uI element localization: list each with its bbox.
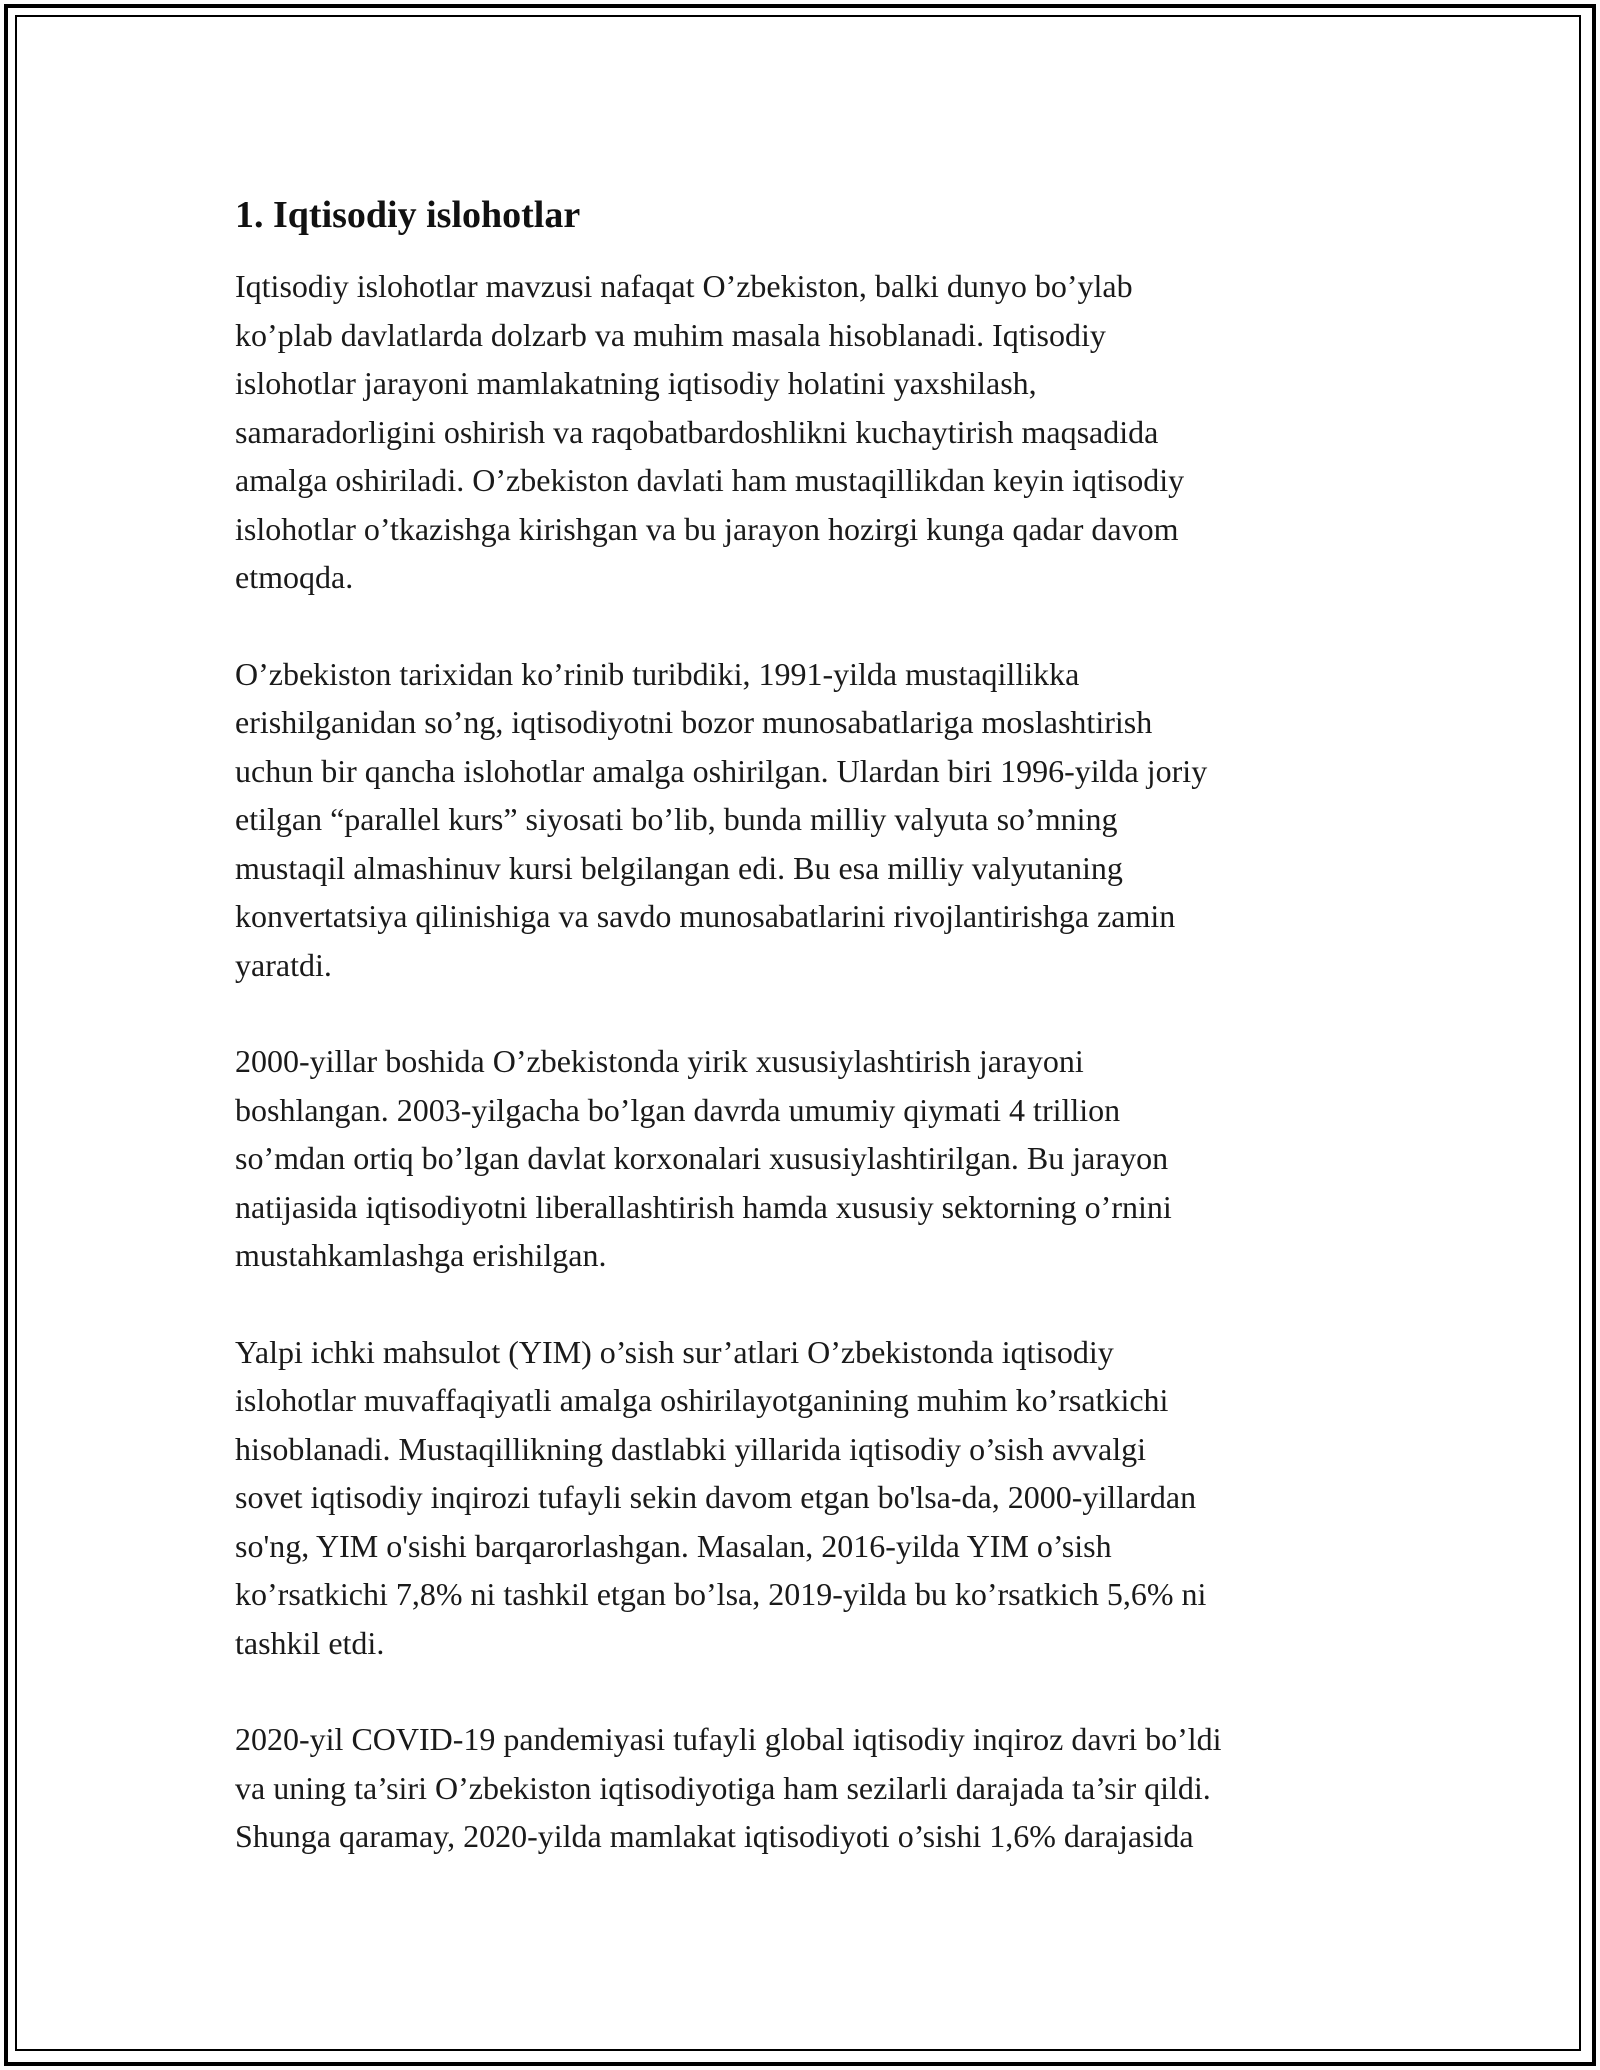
paragraph-line: ko’rsatkichi 7,8% ni tashkil etgan bo’lsa, 2019-yilda bu ko’rsatkich 5,6% ni xyxy=(235,1576,1207,1612)
paragraph-line: Iqtisodiy islohotlar mavzusi nafaqat O’zbekiston, balki dunyo bo’ylab xyxy=(235,268,1133,304)
paragraph-line: va uning ta’siri O’zbekiston iqtisodiyotiga ham sezilarli darajada ta’sir qildi. xyxy=(235,1769,1211,1806)
paragraph-4 xyxy=(235,1328,1385,1668)
paragraph-line: islohotlar o’tkazishga kirishgan va bu jarayon hozirgi kunga qadar davom xyxy=(235,510,1179,547)
paragraph-line: tashkil etdi. xyxy=(235,1624,385,1661)
paragraph-3 xyxy=(235,1037,1385,1280)
paragraph-line: etmoqda. xyxy=(235,559,354,595)
paragraph-line: 2000-yillar boshida O’zbekistonda yirik xususiylashtirish jarayoni xyxy=(235,1043,1084,1079)
paragraph-line: amalga oshiriladi. O’zbekiston davlati ham mustaqillikdan keyin iqtisodiy xyxy=(235,462,1185,498)
paragraph-line: erishilganidan so’ng, iqtisodiyotni bozor munosabatlariga moslashtirish xyxy=(235,704,1153,740)
paragraph-line: natijasida iqtisodiyotni liberallashtirish hamda xususiy sektorning o’rnini xyxy=(235,1188,1172,1225)
section-heading: 1. Iqtisodiy islohotlar xyxy=(235,194,581,236)
paragraph-line: sovet iqtisodiy inqirozi tufayli sekin davom etgan bo'lsa-da, 2000-yillardan xyxy=(235,1479,1197,1515)
paragraph-line: 2020-yil COVID-19 pandemiyasi tufayli global iqtisodiy inqiroz davri bo’ldi xyxy=(235,1721,1222,1757)
paragraph-1 xyxy=(235,262,1385,602)
paragraph-line: islohotlar jarayoni mamlakatning iqtisodiy holatini yaxshilash, xyxy=(235,365,1037,401)
paragraph-line: so’mdan ortiq bo’lgan davlat korxonalari xususiylashtirilgan. Bu jarayon xyxy=(235,1140,1169,1176)
paragraph-line: Shunga qaramay, 2020-yilda mamlakat iqtisodiyoti o’sishi 1,6% darajasida xyxy=(235,1818,1194,1854)
paragraph-line: so'ng, YIM o'sishi barqarorlashgan. Masalan, 2016-yilda YIM o’sish xyxy=(235,1527,1112,1564)
paragraph-line: mustaqil almashinuv kursi belgilangan edi. Bu esa milliy valyutaning xyxy=(235,849,1123,886)
paragraph-line: hisoblanadi. Mustaqillikning dastlabki yillarida iqtisodiy o’sish avvalgi xyxy=(235,1430,1147,1467)
paragraph-line: yaratdi. xyxy=(235,946,332,983)
paragraph-line: islohotlar muvaffaqiyatli amalga oshirilayotganining muhim ko’rsatkichi xyxy=(235,1382,1169,1418)
paragraph-line: O’zbekiston tarixidan ko’rinib turibdiki, 1991-yilda mustaqillikka xyxy=(235,655,1080,692)
paragraph-line: ko’plab davlatlarda dolzarb va muhim masala hisoblanadi. Iqtisodiy xyxy=(235,316,1106,353)
document-body xyxy=(235,186,1385,1909)
paragraph-line: boshlangan. 2003-yilgacha bo’lgan davrda umumiy qiymati 4 trillion xyxy=(235,1091,1121,1128)
paragraph-line: samaradorligini oshirish va raqobatbardoshlikni kuchaytirish maqsadida xyxy=(235,413,1159,450)
paragraph-line: uchun bir qancha islohotlar amalga oshirilgan. Ulardan biri 1996-yilda joriy xyxy=(235,752,1208,789)
paragraph-line: Yalpi ichki mahsulot (YIM) o’sish sur’atlari O’zbekistonda iqtisodiy xyxy=(235,1333,1114,1370)
paragraph-line: konvertatsiya qilinishiga va savdo munosabatlarini rivojlantirishga zamin xyxy=(235,898,1176,934)
paragraph-5 xyxy=(235,1715,1385,1861)
paragraph-2 xyxy=(235,650,1385,990)
paragraph-line: etilgan “parallel kurs” siyosati bo’lib, bunda milliy valyuta so’mning xyxy=(235,801,1118,837)
paragraph-line: mustahkamlashga erishilgan. xyxy=(235,1237,607,1273)
